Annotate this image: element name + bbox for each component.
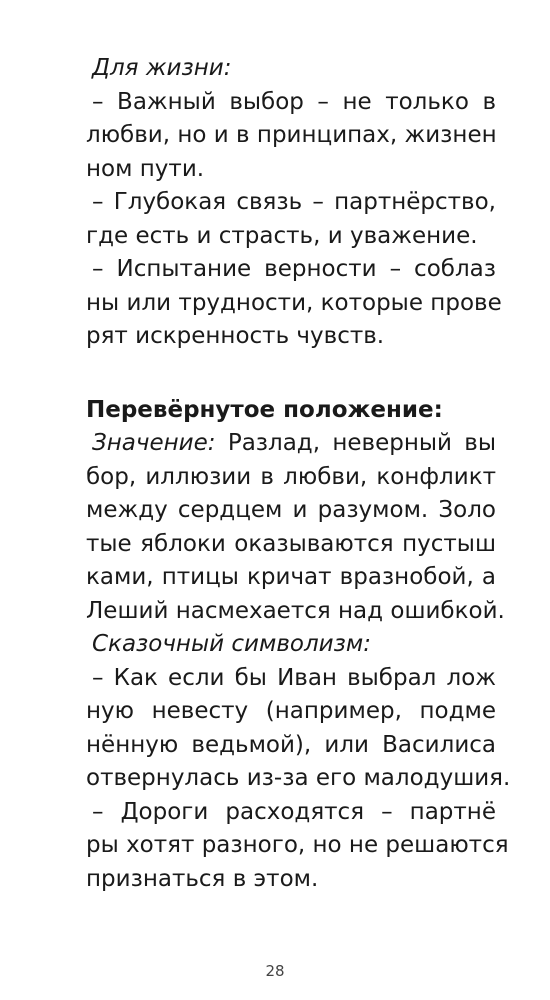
meaning-line-6: Леший насмехается над ошибкой. xyxy=(86,597,505,624)
meaning-label: Значение: xyxy=(92,430,216,456)
life-item-1-line-1: – Важный выбор – не только в xyxy=(92,88,496,115)
meaning-text: Разлад, неверный вы xyxy=(215,430,496,456)
reversed-heading: Перевёрнутое положение: xyxy=(86,396,443,423)
life-item-3-line-2: ны или трудности, которые прове xyxy=(86,289,502,316)
page-body xyxy=(86,52,511,896)
symbol-item-1-line-3: нённую ведьмой), или Василиса xyxy=(86,731,496,758)
meaning-line-1 xyxy=(86,427,496,461)
symbol-item-1-line-4: отвернулась из-за его малодушия. xyxy=(86,765,511,791)
meaning-line-3: между сердцем и разумом. Золо xyxy=(86,497,496,523)
life-item-2-line-2: где есть и страсть, и уважение. xyxy=(86,222,478,249)
symbolism-heading: Сказочный символизм: xyxy=(92,631,371,657)
page-number: 28 xyxy=(265,962,285,980)
symbol-item-2-line-2: ры хотят разного, но не решаются xyxy=(86,832,509,858)
life-item-3-line-1: – Испытание верности – соблаз xyxy=(92,256,496,282)
section-gap xyxy=(86,354,496,394)
life-item-1-line-2: любви, но и в принципах, жизнен xyxy=(86,122,497,148)
symbol-item-2-line-3: признаться в этом. xyxy=(86,865,319,892)
meaning-line-2: бор, иллюзии в любви, конфликт xyxy=(86,463,496,490)
life-item-2-line-1: – Глубокая связь – партнёрство, xyxy=(92,189,496,215)
life-heading: Для жизни: xyxy=(92,55,232,81)
symbol-item-2-line-1: – Дороги расходятся – партнё xyxy=(92,798,496,825)
symbol-item-1-line-2: ную невесту (например, подме xyxy=(86,698,496,724)
meaning-line-4: тые яблоки оказываются пустыш xyxy=(86,530,496,557)
meaning-line-5: ками, птицы кричат вразнобой, а xyxy=(86,564,496,590)
symbol-item-1-line-1: – Как если бы Иван выбрал лож xyxy=(92,664,496,691)
life-item-3-line-3: рят искренность чувств. xyxy=(86,323,385,349)
life-item-1-line-3: ном пути. xyxy=(86,155,205,182)
